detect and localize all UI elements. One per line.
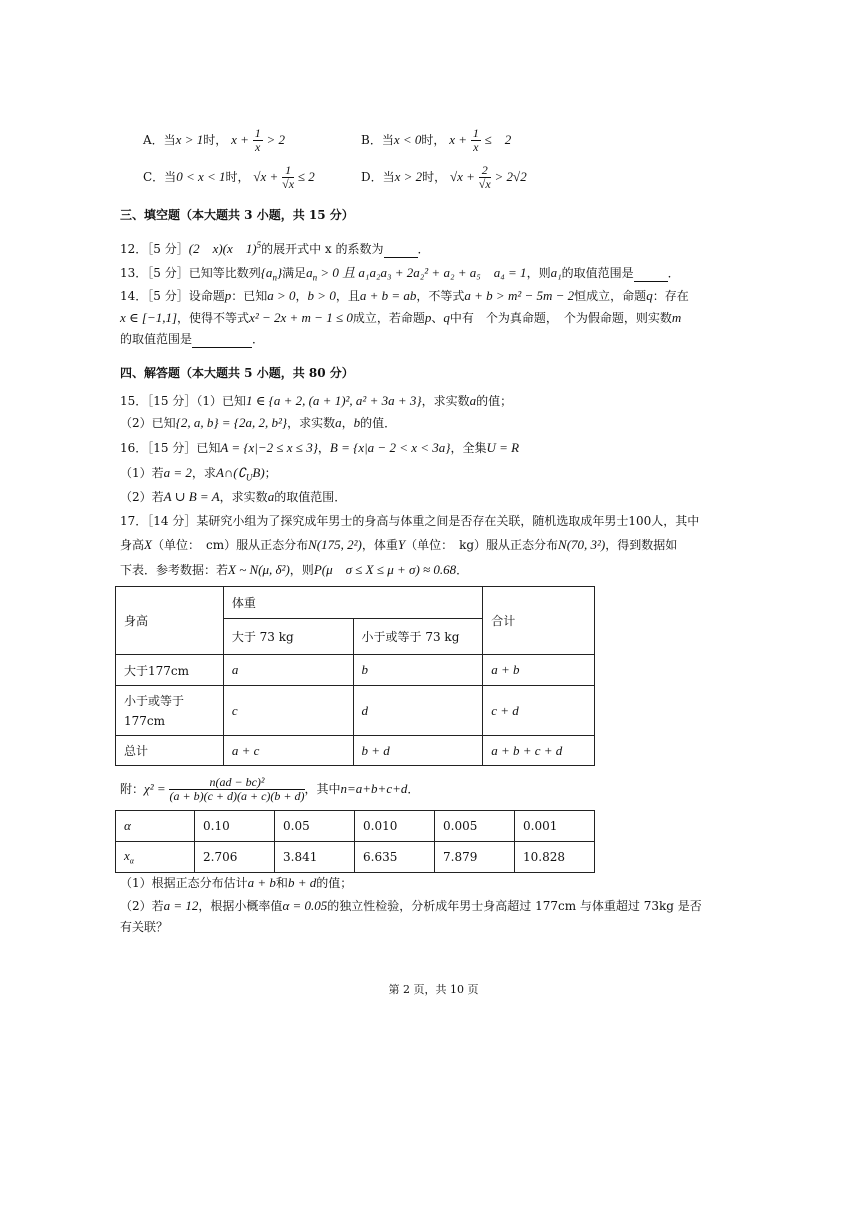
q12-label: 12．［5 分］ [120,242,189,256]
q14-cond-a: a > 0 [267,288,296,303]
q14-text3: ，不等式 [416,289,465,303]
cell: b [353,655,483,686]
q14-text7: 成立，若命题 [352,311,425,325]
q17-dist-y: N(70, 3²) [558,537,606,552]
alpha-label: α [116,811,195,842]
q17-normal: X ~ N(μ, δ²) [228,562,290,577]
cell: a + b + c + d [483,736,595,766]
q14-p2: p [424,310,432,325]
header-height: 身高 [116,587,224,655]
option-d [361,164,527,191]
cell: c [223,686,353,736]
cell: a + c [223,736,353,766]
option-a-lhs: x + [231,132,249,147]
option-d-rhs: > 2√2 [494,169,527,184]
q16-label: 16．［15 分］已知 [120,441,221,455]
option-c-num: 1 [282,164,294,178]
option-a-num: 1 [254,126,261,140]
q17-text2: ，体重 [361,538,398,552]
q17-sub2-a: a = 12 [163,898,199,913]
q15-a: a [469,393,477,408]
q13-an-sub: n [312,272,318,283]
q16-complement: A∩(∁ [215,465,246,480]
table-row [116,655,595,686]
question-14-line3 [120,331,264,348]
q17-sub2-text1: （2）若 [120,899,164,913]
option-b-rhs: ≤ 2 [484,132,512,147]
option-d-num: 2 [479,164,491,178]
q14-cond-b: b > 0 [307,288,336,303]
cell: 0.10 [195,811,275,842]
row-label: 总计 [116,736,224,766]
table-row [116,842,595,873]
q17-sub1-expr2: b + d [287,875,317,890]
question-13 [120,265,680,285]
q15-text1: ，求实数 [421,394,470,408]
header-gt73: 大于 73 kg [223,619,353,655]
q17-sub2-line2: 有关联？ [120,920,169,934]
q16-universe: U = R [486,440,520,455]
q16-text4: 的取值范围． [274,490,347,504]
option-c-prefix: C．当 [143,170,177,184]
q15-set2: {2, a, b} = {2a, 2, b²} [175,415,288,430]
q17-text4: ，得到数据如 [605,538,678,552]
option-a-den: x [255,140,261,154]
q17-prob: P(μ σ ≤ X ≤ μ + σ) ≈ 0.68 [313,562,457,577]
header-le73: 小于或等于 73 kg [353,619,483,655]
q13-seq-sub: n [272,272,277,283]
q15-part2: （2）已知 [120,416,176,430]
q17-dist-x: N(175, 2²) [308,537,362,552]
formula-period: ． [407,782,420,796]
cell: 2.706 [195,842,275,873]
section4-title: 四、解答题（本大题共 5 小题，共 80 分） [120,366,354,380]
option-a-cond: x > 1 [175,132,204,147]
option-b-fraction [471,127,481,154]
option-d-lhs: √x + [450,169,475,184]
option-c-mid: 时， [225,170,250,184]
q16-set-a: A = {x|−2 ≤ x ≤ 3} [220,440,318,455]
cell: d [353,686,483,736]
option-c-cond: 0 < x < 1 [176,169,226,184]
row-label: 小于或等于 177cm [116,686,224,736]
q17-text5: 下表．参考数据：若 [120,563,229,577]
question-14-line1 [120,288,689,304]
q13-label: 13．［5 分］已知等比数列 [120,266,261,280]
q16-complement-sub: U [245,472,253,483]
cell: 0.005 [435,811,515,842]
q15-text4: 的值． [360,416,397,430]
page-footer: 第 2 页，共 10 页 [388,983,479,996]
q17-period: ． [456,563,469,577]
cell: 7.879 [435,842,515,873]
q14-cond-ab: a + b = ab [359,288,417,303]
q13-an: a [306,265,313,280]
x-alpha-label [116,842,195,873]
q14-q: q [646,288,653,303]
q17-sub2-alpha: α = 0.05 [282,898,328,913]
cell: 0.010 [355,811,435,842]
q15-text3: ，求实数 [287,416,336,430]
q14-comma1: ， [295,289,308,303]
q17-text6: ，则 [289,563,314,577]
q14-text1: ：已知 [231,289,268,303]
cell: 0.05 [275,811,355,842]
q16-a-value: a = 2 [163,465,192,480]
q17-sub1 [120,875,352,891]
option-b-num: 1 [472,126,479,140]
q14-text4: 恒成立，命题 [574,289,647,303]
question-16-line1 [120,440,519,456]
question-15-line1 [120,393,512,409]
q14-period: ． [252,332,265,346]
option-d-mid: 时， [422,170,447,184]
q13-ask: 的取值范围是 [561,266,634,280]
q16-set-b: B = {x|a − 2 < x < 3a} [329,440,451,455]
q14-sep: 、 [431,311,444,325]
cell: a + b [483,655,595,686]
q15-a2: a [335,415,342,430]
option-d-cond: x > 2 [394,169,423,184]
question-17-line2 [120,537,677,553]
q14-text2: ，且 [335,289,360,303]
option-c-rhs: ≤ 2 [297,169,315,184]
option-b-mid: 时， [421,133,446,147]
q12-text: 的展开式中 x 的系数为 [261,242,384,256]
formula-prefix: 附： [120,782,145,796]
q17-sub2 [120,898,702,914]
section3-title: 三、填空题（本大题共 3 小题，共 15 分） [120,208,354,222]
q12-exponent: 5 [256,240,262,250]
cell: c + d [483,686,595,736]
q15-set1: 1 ∈ {a + 2, (a + 1)², a² + 3a + 3} [246,393,422,408]
q13-condition: > 0 且 a₁a₂a₃ + 2a₂² + a₂ + a₅ a₄ = 1 [317,265,527,280]
q17-y: Y [397,537,406,552]
option-c-lhs: √x + [253,169,279,184]
cell: 6.635 [355,842,435,873]
option-a-mid: 时， [203,133,228,147]
q14-ask: 的取值范围是 [120,332,193,346]
critical-value-table [115,810,595,873]
table-row [116,736,595,766]
q17-sub2-text3: 的独立性检验，分析成年男士身高超过 177cm 与体重超过 73kg 是否 [327,899,702,913]
option-b-prefix: B．当 [361,133,394,147]
q17-sub1-and: 和 [275,876,288,890]
cell: 10.828 [515,842,595,873]
q14-m: m [671,310,682,325]
q12-answer-blank[interactable] [384,241,418,258]
formula-denominator: (a + b)(c + d)(a + c)(b + d) [169,789,305,803]
q13-seq-open: {a [260,265,273,280]
q14-inequality2: x² − 2x + m − 1 ≤ 0 [249,310,353,325]
q16-semicolon: ； [264,466,277,480]
q14-text5: ：存在 [652,289,689,303]
q16-part1: （1）若 [120,466,164,480]
q13-then: ，则 [526,266,551,280]
contingency-table [115,586,595,766]
q17-text3: （单位： kg）服从正态分布 [405,538,559,552]
x-label-sub: α [129,856,134,866]
q16-text1: ，全集 [450,441,487,455]
q16-part2: （2）若 [120,490,164,504]
row-label: 大于177cm [116,655,224,686]
header-total: 合计 [483,587,595,655]
table-row [116,811,595,842]
q14-text8: 中有 个为真命题， 个为假命题，则实数 [449,311,672,325]
option-a-fraction [253,127,263,154]
option-c-den: √x [282,177,295,191]
option-c-fraction [282,164,294,191]
formula-fraction [169,776,304,803]
x-label: x [124,848,130,864]
q12-expr: (2 x)(x 1) [188,241,257,256]
q14-p: p [224,288,232,303]
q13-text: 满足 [282,266,307,280]
q16-comma: ， [317,441,330,455]
q14-domain: x ∈ [−1,1] [120,310,178,325]
q15-label: 15．［15 分］（1）已知 [120,394,246,408]
cell: b + d [353,736,483,766]
cell: 0.001 [515,811,595,842]
question-12 [120,237,430,258]
formula-lhs: χ² = [144,781,166,796]
option-b-lhs: x + [449,132,468,147]
q13-seq-close: } [276,265,283,280]
cell: a [223,655,353,686]
q13-period: ． [667,266,680,280]
question-16-line2 [120,465,277,485]
option-a-rhs: > 2 [266,132,286,147]
q16-complement-close: B) [252,465,265,480]
chi-square-formula [120,774,419,804]
q17-sub1-expr1: a + b [247,875,276,890]
q17-text1: （单位： cm）服从正态分布 [151,538,309,552]
q14-inequality: a + b > m² − 5m − 2 [464,288,575,303]
question-14-line2 [120,310,681,326]
q16-union: A ∪ B = A [163,489,220,504]
q17-x: X [144,537,152,552]
q12-period: ． [417,242,430,256]
option-a [143,127,285,154]
question-16-line3 [120,489,346,505]
formula-n: n=a+b+c+d [340,781,408,796]
question-17-line3 [120,562,468,578]
q15-b: b [353,415,361,430]
question-17-line1: 17．［14 分］某研究小组为了探究成年男士的身高与体重之间是否存在关联，随机选取成年男士100人，其中 [120,514,700,528]
q15-text2: 的值； [476,394,513,408]
option-d-den: √x [478,177,491,191]
option-c [143,164,315,191]
option-a-prefix: A．当 [143,133,176,147]
table-row [116,686,595,736]
q17-sub2-text2: ，根据小概率值 [198,899,283,913]
q14-text6: ，使得不等式 [177,311,250,325]
question-15-line2 [120,415,396,431]
q17-sub1-text1: （1）根据正态分布估计 [120,876,248,890]
q14-label: 14．［5 分］设命题 [120,289,225,303]
q16-text3: ，求实数 [219,490,268,504]
option-d-fraction [479,164,491,191]
q17-sub1-text2: 的值； [316,876,353,890]
option-d-prefix: D．当 [361,170,395,184]
option-b-den: x [473,140,479,154]
q14-q2: q [443,310,450,325]
q16-a: a [267,489,275,504]
formula-numerator: n(ad − bc)² [169,776,304,790]
q13-answer-blank[interactable] [634,265,668,282]
q16-text2: ，求 [191,466,216,480]
q13-a1: a₁ [550,265,562,280]
q17-height: 身高 [120,538,145,552]
q15-comma: ， [341,416,354,430]
option-b [361,127,511,154]
formula-where: ，其中 [304,782,341,796]
cell: 3.841 [275,842,355,873]
option-b-cond: x < 0 [393,132,422,147]
q14-answer-blank[interactable] [192,331,252,348]
header-weight: 体重 [223,587,482,619]
